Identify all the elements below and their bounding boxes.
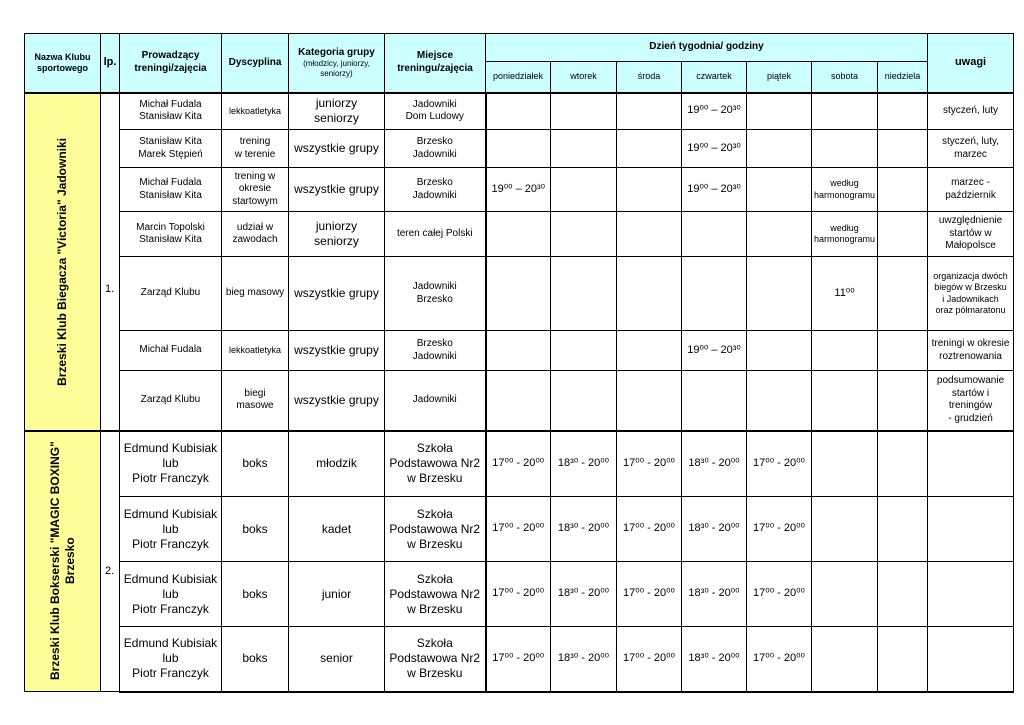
leader-cell: Marcin Topolski Stanisław Kita xyxy=(120,212,222,257)
day-cell: 17⁰⁰ - 20⁰⁰ xyxy=(617,431,682,497)
day-cell xyxy=(747,212,812,257)
day-cell: 17⁰⁰ - 20⁰⁰ xyxy=(486,431,551,497)
day-cell xyxy=(878,93,928,130)
day-cell xyxy=(878,627,928,692)
place-cell ncol: Szkoła Podstawowa Nr2 w Brzesku xyxy=(385,497,486,562)
day-cell: 18³⁰ - 20⁰⁰ xyxy=(551,627,617,692)
leader-cell: Michał Fudala Stanisław Kita xyxy=(120,168,222,212)
day-cell: 18³⁰ - 20⁰⁰ xyxy=(551,562,617,627)
notes-cell: podsumowanie startów i treningów - grudzień xyxy=(928,371,1014,431)
day-cell xyxy=(812,130,878,168)
header-category-label: Kategoria grupy xyxy=(298,46,375,58)
day-cell xyxy=(747,130,812,168)
day-cell xyxy=(878,371,928,431)
day-cell xyxy=(486,371,551,431)
discipline-cell: biegi masowe xyxy=(222,371,289,431)
day-cell: według harmonogramu xyxy=(812,168,878,212)
day-cell xyxy=(617,130,682,168)
day-cell xyxy=(878,562,928,627)
day-cell xyxy=(747,331,812,371)
discipline-cell: boks xyxy=(222,562,289,627)
day-cell xyxy=(812,562,878,627)
day-cell: 18³⁰ - 20⁰⁰ xyxy=(682,627,747,692)
notes-cell xyxy=(928,497,1014,562)
day-cell: 18³⁰ - 20⁰⁰ xyxy=(551,431,617,497)
discipline-cell: trening w okresie startowym xyxy=(222,168,289,212)
category-cell: juniorzy seniorzy xyxy=(289,212,385,257)
day-cell: 18³⁰ - 20⁰⁰ xyxy=(551,497,617,562)
club-name-cell xyxy=(25,93,101,431)
notes-cell xyxy=(928,562,1014,627)
day-cell xyxy=(747,168,812,212)
notes-cell: organizacja dwóch biegów w Brzesku i Jadownikach oraz półmaratonu xyxy=(928,257,1014,331)
day-cell xyxy=(551,93,617,130)
day-cell xyxy=(878,431,928,497)
header-place: Miejsce treningu/zajęcia xyxy=(385,34,486,93)
day-cell: 19⁰⁰ – 20³⁰ xyxy=(486,168,551,212)
day-cell xyxy=(878,168,928,212)
discipline-cell: boks xyxy=(222,627,289,692)
header-day: czwartek xyxy=(682,62,747,93)
club-name: Brzeski Klub Biegacza "Victoria" Jadowniki xyxy=(55,137,69,386)
category-cell: wszystkie grupy xyxy=(289,168,385,212)
place-cell ncol: Brzesko Jadowniki xyxy=(385,168,486,212)
notes-cell xyxy=(928,627,1014,692)
header-day: środa xyxy=(617,62,682,93)
category-cell: wszystkie grupy xyxy=(289,257,385,331)
day-cell xyxy=(551,130,617,168)
table-row xyxy=(25,130,1014,168)
schedule-table xyxy=(24,33,1014,693)
place-cell ncol: Szkoła Podstawowa Nr2 w Brzesku xyxy=(385,562,486,627)
table-row xyxy=(25,93,1014,130)
table-row xyxy=(25,562,1014,627)
category-cell: wszystkie grupy xyxy=(289,371,385,431)
header-day: wtorek xyxy=(551,62,617,93)
day-cell xyxy=(486,331,551,371)
leader-cell: Zarząd Klubu xyxy=(120,257,222,331)
day-cell: 17⁰⁰ - 20⁰⁰ xyxy=(747,627,812,692)
category-cell: kadet xyxy=(289,497,385,562)
category-cell: wszystkie grupy xyxy=(289,331,385,371)
header-category-note: (młodzicy, juniorzy, seniorzy) xyxy=(303,59,370,78)
day-cell xyxy=(617,331,682,371)
table-row xyxy=(25,627,1014,692)
day-cell xyxy=(551,168,617,212)
day-cell: 17⁰⁰ - 20⁰⁰ xyxy=(486,497,551,562)
table-row xyxy=(25,257,1014,331)
day-cell xyxy=(682,371,747,431)
day-cell xyxy=(486,130,551,168)
notes-cell xyxy=(928,431,1014,497)
leader-cell: Edmund Kubisiak lub Piotr Franczyk xyxy=(120,431,222,497)
place-cell ncol: teren całej Polski xyxy=(385,212,486,257)
club-name: Brzeski Klub Bokserski "MAGIC BOXING" Brzesko xyxy=(47,441,77,681)
row-number: 1. xyxy=(101,93,120,431)
day-cell xyxy=(551,371,617,431)
day-cell xyxy=(812,331,878,371)
header-lp: lp. xyxy=(101,34,120,93)
day-cell xyxy=(617,257,682,331)
header-day: niedziela xyxy=(878,62,928,93)
day-cell: 17⁰⁰ - 20⁰⁰ xyxy=(747,497,812,562)
leader-cell: Michał Fudala xyxy=(120,331,222,371)
leader-cell: Michał Fudala Stanisław Kita xyxy=(120,93,222,130)
place-cell ncol: Brzesko Jadowniki xyxy=(385,331,486,371)
notes-cell: styczeń, luty xyxy=(928,93,1014,130)
day-cell xyxy=(617,168,682,212)
day-cell: 19⁰⁰ – 20³⁰ xyxy=(682,130,747,168)
day-cell xyxy=(486,257,551,331)
day-cell: 17⁰⁰ - 20⁰⁰ xyxy=(747,431,812,497)
discipline-cell: lekkoatletyka xyxy=(222,93,289,130)
table-row xyxy=(25,497,1014,562)
discipline-cell: lekkoatletyka xyxy=(222,331,289,371)
day-cell xyxy=(812,371,878,431)
header-notes: uwagi xyxy=(928,34,1014,93)
day-cell xyxy=(812,497,878,562)
day-cell xyxy=(878,497,928,562)
category-cell: junior xyxy=(289,562,385,627)
header-day: poniedziałek xyxy=(486,62,551,93)
leader-cell: Edmund Kubisiak lub Piotr Franczyk xyxy=(120,497,222,562)
day-cell xyxy=(878,331,928,371)
day-cell: 17⁰⁰ - 20⁰⁰ xyxy=(486,562,551,627)
day-cell xyxy=(747,93,812,130)
table-row xyxy=(25,431,1014,497)
header-club: Nazwa Klubu sportowego xyxy=(25,34,101,93)
category-cell: młodzik xyxy=(289,431,385,497)
discipline-cell: udział w zawodach xyxy=(222,212,289,257)
place-cell ncol: Szkoła Podstawowa Nr2 w Brzesku xyxy=(385,431,486,497)
notes-cell: treningi w okresie roztrenowania xyxy=(928,331,1014,371)
day-cell xyxy=(747,371,812,431)
day-cell: 19⁰⁰ – 20³⁰ xyxy=(682,168,747,212)
notes-cell: marzec - październik xyxy=(928,168,1014,212)
discipline-cell: trening w terenie xyxy=(222,130,289,168)
club-name-cell xyxy=(25,431,101,692)
day-cell xyxy=(486,93,551,130)
header-category xyxy=(289,34,385,93)
day-cell xyxy=(747,257,812,331)
table-row xyxy=(25,168,1014,212)
row-number: 2. xyxy=(101,431,120,692)
category-cell: senior xyxy=(289,627,385,692)
leader-cell: Stanisław Kita Marek Stępień xyxy=(120,130,222,168)
day-cell: 17⁰⁰ - 20⁰⁰ xyxy=(486,627,551,692)
day-cell: 17⁰⁰ - 20⁰⁰ xyxy=(617,562,682,627)
day-cell: 19⁰⁰ – 20³⁰ xyxy=(682,93,747,130)
header-day: piątek xyxy=(747,62,812,93)
day-cell xyxy=(617,93,682,130)
day-cell xyxy=(551,331,617,371)
day-cell xyxy=(878,257,928,331)
day-cell: 17⁰⁰ - 20⁰⁰ xyxy=(617,497,682,562)
leader-cell: Zarząd Klubu xyxy=(120,371,222,431)
discipline-cell: bieg masowy xyxy=(222,257,289,331)
table-row xyxy=(25,371,1014,431)
place-cell ncol: Jadowniki Dom Ludowy xyxy=(385,93,486,130)
header-leader: Prowadzący treningi/zajęcia xyxy=(120,34,222,93)
header-days: Dzień tygodnia/ godziny xyxy=(486,34,928,62)
table-row xyxy=(25,331,1014,371)
notes-cell: styczeń, luty, marzec xyxy=(928,130,1014,168)
day-cell xyxy=(617,212,682,257)
day-cell: 18³⁰ - 20⁰⁰ xyxy=(682,497,747,562)
day-cell: 11⁰⁰ xyxy=(812,257,878,331)
day-cell: 19⁰⁰ – 20³⁰ xyxy=(682,331,747,371)
leader-cell: Edmund Kubisiak lub Piotr Franczyk xyxy=(120,562,222,627)
day-cell xyxy=(812,627,878,692)
header-discipline: Dyscyplina xyxy=(222,34,289,93)
place-cell ncol: Brzesko Jadowniki xyxy=(385,130,486,168)
day-cell xyxy=(682,257,747,331)
day-cell xyxy=(617,371,682,431)
day-cell xyxy=(682,212,747,257)
day-cell: 18³⁰ - 20⁰⁰ xyxy=(682,562,747,627)
place-cell ncol: Jadowniki Brzesko xyxy=(385,257,486,331)
category-cell: wszystkie grupy xyxy=(289,130,385,168)
day-cell xyxy=(878,212,928,257)
day-cell: według harmonogramu xyxy=(812,212,878,257)
day-cell xyxy=(551,212,617,257)
header-day: sobota xyxy=(812,62,878,93)
category-cell: juniorzy seniorzy xyxy=(289,93,385,130)
day-cell xyxy=(812,93,878,130)
day-cell xyxy=(486,212,551,257)
place-cell ncol: Szkoła Podstawowa Nr2 w Brzesku xyxy=(385,627,486,692)
day-cell: 17⁰⁰ - 20⁰⁰ xyxy=(747,562,812,627)
day-cell xyxy=(812,431,878,497)
day-cell: 17⁰⁰ - 20⁰⁰ xyxy=(617,627,682,692)
notes-cell: uwzględnienie startów w Małopolsce xyxy=(928,212,1014,257)
discipline-cell: boks xyxy=(222,497,289,562)
table-row xyxy=(25,212,1014,257)
day-cell xyxy=(878,130,928,168)
leader-cell: Edmund Kubisiak lub Piotr Franczyk xyxy=(120,627,222,692)
day-cell: 18³⁰ - 20⁰⁰ xyxy=(682,431,747,497)
day-cell xyxy=(551,257,617,331)
place-cell ncol: Jadowniki xyxy=(385,371,486,431)
discipline-cell: boks xyxy=(222,431,289,497)
